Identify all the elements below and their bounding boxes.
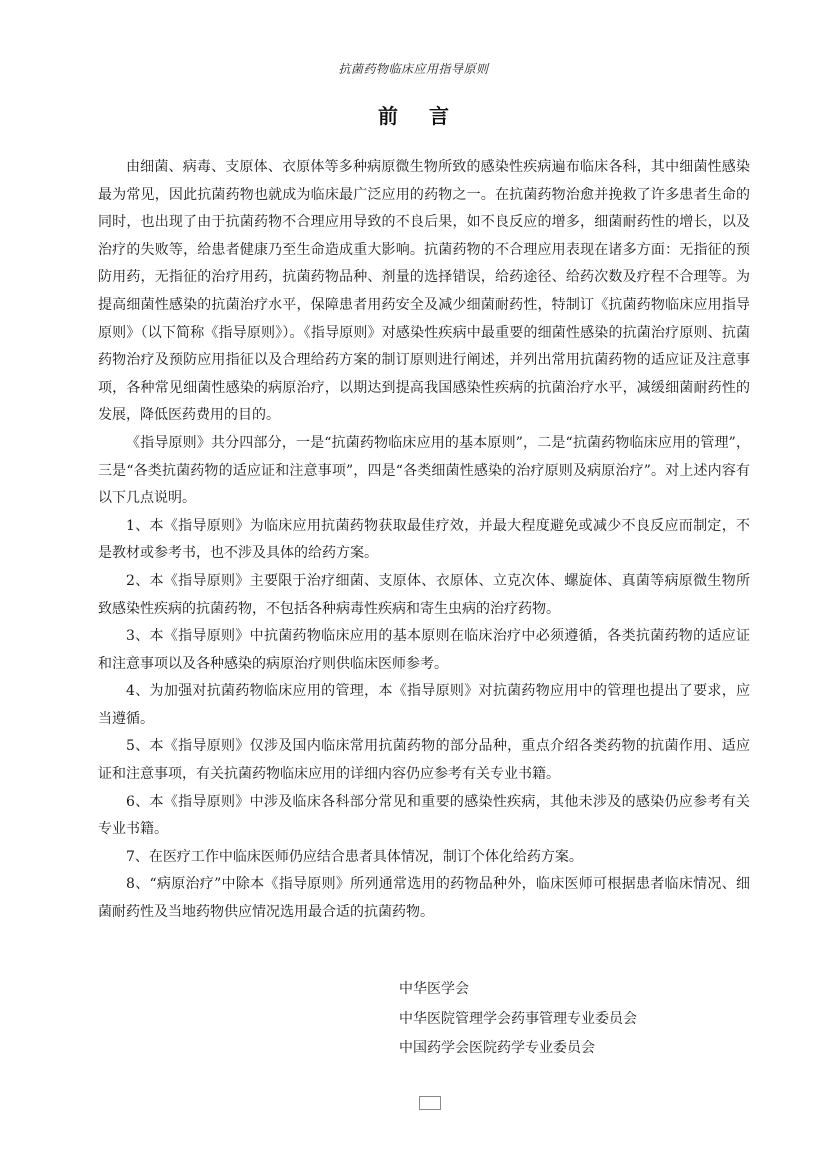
signature-line: 中华医院管理学会药事管理专业委员会 xyxy=(399,1010,637,1027)
signature-line: 中国药学会医院药学专业委员会 xyxy=(399,1040,595,1056)
paragraph-structure: 《指导原则》共分四部分，一是“抗菌药物临床应用的基本原则”，二是“抗菌药物临床应用的管理”，三是“各类抗菌药物的适应证和注意事项”，四是“各类细菌性感染的治疗原则及病原治疗”。对上述内容有以下几点说明。 xyxy=(98,434,750,507)
paragraph-note-6: 6、本《指导原则》中涉及临床各科部分常见和重要的感染性疾病，其他未涉及的感染仍应参考有关专业书籍。 xyxy=(98,793,750,838)
page-title: 前 言 xyxy=(378,104,461,128)
page-number-box xyxy=(419,1096,441,1110)
paragraph-note-5: 5、本《指导原则》仅涉及国内临床常用抗菌药物的部分品种，重点介绍各类药物的抗菌作用、适应证和注意事项，有关抗菌药物临床应用的详细内容仍应参考有关专业书籍。 xyxy=(98,738,750,783)
body-text xyxy=(98,154,750,927)
signature-line: 中华医学会 xyxy=(399,981,469,997)
signature-block xyxy=(399,975,739,1064)
paragraph-note-1: 1、本《指导原则》为临床应用抗菌药物获取最佳疗效，并最大程度避免或减少不良反应而制定，不是教材或参考书，也不涉及具体的给药方案。 xyxy=(98,517,750,562)
paragraph-note-7: 7、在医疗工作中临床医师仍应结合患者具体情况，制订个体化给药方案。 xyxy=(126,848,583,865)
paragraph-note-8: 8、“病原治疗”中除本《指导原则》所列通常选用的药物品种外，临床医师可根据患者临床情况、细菌耐药性及当地药物供应情况选用最合适的抗菌药物。 xyxy=(98,876,750,921)
paragraph-note-3: 3、本《指导原则》中抗菌药物临床应用的基本原则在临床治疗中必须遵循，各类抗菌药物的适应证和注意事项以及各种感染的病原治疗则供临床医师参考。 xyxy=(98,628,750,672)
paragraph-note-2: 2、本《指导原则》主要限于治疗细菌、支原体、衣原体、立克次体、螺旋体、真菌等病原微生物所致感染性疾病的抗菌药物，不包括各种病毒性疾病和寄生虫病的治疗药物。 xyxy=(98,572,750,617)
paragraph-intro: 由细菌、病毒、支原体、衣原体等多种病原微生物所致的感染性疾病遍布临床各科，其中细菌性感染最为常见，因此抗菌药物也就成为临床最广泛应用的药物之一。在抗菌药物治愈并挽救了许多患者生命的同时，也出现了由于抗菌药物不合理应用导致的不良后果，如不良反应的增多，细菌耐药性的增长，以及治疗的失败等，给患者健康乃至生命造成重大影响。抗菌药物的不合理应用表现在诸多方面：无指征的预防用药，无指征的治疗用药，抗菌药物品种、剂量的选择错误，给药途径、给药次数及疗程不合理等。为提高细菌性感染的抗菌治疗水平，保障患者用药安全及减少细菌耐药性，特制订《抗菌药物临床应用指导原则》（以下简称《指导原则》）。《指导原则》对感染性疾病中最重要的细菌性感染的抗菌治疗原则、抗菌药物治疗及预防应用指征以及合理给药方案的制订原则进行阐述，并列出常用抗菌药物的适应证及注意事项，各种常见细菌性感染的病原治疗，以期达到提高我国感染性疾病的抗菌治疗水平，减缓细菌耐药性的发展，降低医药费用的目的。 xyxy=(98,159,750,424)
running-header: 抗菌药物临床应用指导原则 xyxy=(338,62,489,76)
paragraph-note-4: 4、为加强对抗菌药物临床应用的管理，本《指导原则》对抗菌药物应用中的管理也提出了要求，应当遵循。 xyxy=(98,683,750,727)
